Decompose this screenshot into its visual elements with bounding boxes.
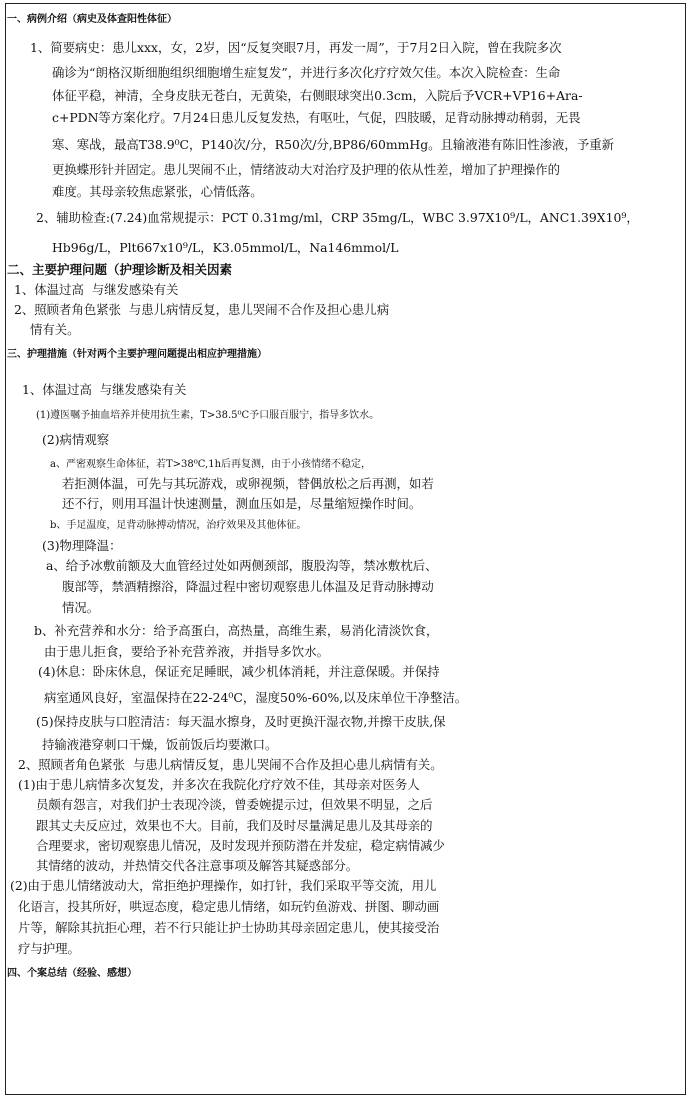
measure-1-1: (1)遵医嘱予抽血培养并使用抗生素，T>38.5⁰C予口服百服宁，指导多饮水。 [36,410,380,421]
measure-2-1-line1: (1)由于患儿病情多次复发，并多次在我院化疗疗效不佳，其母亲对医务人 [18,777,420,792]
measure-2-2-line3: 片等，解除其抗拒心理，若不行只能让护士协助其母亲固定患儿，使其接受治 [18,920,440,935]
measure-1-2: (2)病情观察 [42,432,110,447]
measure-2-1-line4: 合理要求，密切观察患儿情况，及时发现并预防潜在并发症，稳定病情减少 [36,838,445,853]
lab-line-1: 2、辅助检查:(7.24)血常规提示：PCT 0.31mg/ml，CRP 35mg/L，WBC 3.97X10⁹/L，ANC1.39X10⁹， [36,210,639,225]
lab-line-2: Hb96g/L，Plt667x10⁹/L，K3.05mmol/L，Na146mmol/L [52,240,399,255]
measure-1-2a-line1: a、严密观察生命体征，若T>38⁰C,1h后再复测，由于小孩情绪不稳定， [50,459,372,470]
history-line-2: 确诊为“朗格汉斯细胞组织细胞增生症复发”，并进行多次化疗疗效欠佳。本次入院检查：生命 [52,65,561,80]
measure-1-title: 1、体温过高 与继发感染有关 [22,382,187,397]
measure-1-3: (3)物理降温： [42,538,122,553]
history-line-5: 寒、寒战，最高T38.9⁰C，P140次/分，R50次/分,BP86/60mmHg。且输液港有陈旧性渗液，予重新 [52,137,614,152]
measure-2-2-line2: 化语言，投其所好，哄逗态度，稳定患儿情绪，如玩钓鱼游戏、拼图、聊动画 [18,899,440,914]
problem-2-cont: 情有关。 [30,322,80,337]
measure-2-1-line2: 员颇有怨言，对我们护士表现冷淡，曾委婉提示过，但效果不明显，之后 [36,797,433,812]
measure-1-3b-line2: 由于患儿拒食，要给予补充营养液，并指导多饮水。 [44,644,329,659]
history-line-1: 1、简要病史：患儿xxx，女，2岁，因“反复突眼7月，再发一周”，于7月2日入院，曾在我院多次 [30,40,562,55]
measure-1-3a-line1: a、给予冰敷前额及大血管经过处如两侧颈部，腹股沟等，禁冰敷枕后、 [46,558,438,573]
history-line-4: c+PDN等方案化疗。7月24日患儿反复发热，有呕吐，气促，四肢暖，足背动脉搏动稍弱，无畏 [52,110,581,125]
measure-1-2a-line2: 若拒测体温，可先与其玩游戏，或卵视频，替偶放松之后再测，如若 [62,476,434,491]
measure-1-3a-line3: 情况。 [62,600,100,615]
measure-1-2b: b、手足温度，足背动脉搏动情况，治疗效果及其他体征。 [50,520,307,531]
measure-1-5-line1: (5)保持皮肤与口腔清洁：每天温水擦身，及时更换汗湿衣物,并擦干皮肤,保 [36,714,446,729]
measure-1-2a-line3: 还不行，则用耳温计快速测量，测血压如是，尽量缩短操作时间。 [62,496,422,511]
section-2-heading: 二、主要护理问题（护理诊断及相关因素 [7,262,233,277]
measure-1-3b-line1: b、补充营养和水分：给予高蛋白，高热量，高维生素，易消化清淡饮食， [34,623,439,638]
problem-2: 2、照顾者角色紧张 与患儿病情反复，患儿哭闹不合作及担心患儿病 [14,302,390,317]
measure-1-4-line2: 病室通风良好，室温保持在22-24⁰C，湿度50%-60%,以及床单位干净整洁。 [44,690,468,705]
measure-2-title: 2、照顾者角色紧张 与患儿病情反复，患儿哭闹不合作及担心患儿病情有关。 [18,757,443,772]
problem-1: 1、体温过高 与继发感染有关 [14,282,179,297]
measure-1-4-line1: (4)休息：卧床休息，保证充足睡眠，减少机体消耗，并注意保暖。并保持 [38,664,440,679]
measure-2-2-line4: 疗与护理。 [18,941,80,956]
history-line-7: 难度。其母亲较焦虑紧张，心情低落。 [52,184,263,199]
section-3-heading: 三、护理措施（针对两个主要护理问题提出相应护理措施） [7,349,267,360]
measure-1-5-line2: 持输液港穿刺口干燥，饭前饭后均要漱口。 [42,737,278,752]
measure-2-1-line3: 跟其丈夫反应过，效果也不大。目前，我们及时尽量满足患儿及其母亲的 [36,818,433,833]
measure-2-2-line1: (2)由于患儿情绪波动大，常拒绝护理操作，如打针，我们采取平等交流，用儿 [10,878,437,893]
history-line-6: 更换蝶形针并固定。患儿哭闹不止，情绪波动大对治疗及护理的依从性差，增加了护理操作的 [52,162,561,177]
section-1-heading: 一、病例介绍（病史及体查阳性体征） [7,14,177,25]
measure-1-3a-line2: 腹部等，禁酒精擦浴，降温过程中密切观察患儿体温及足背动脉搏动 [62,579,434,594]
history-line-3: 体征平稳，神清，全身皮肤无苍白，无黄染，右侧眼球突出0.3cm，入院后予VCR+VP16+Ara- [52,88,583,103]
section-4-heading: 四、个案总结（经验、感想） [7,968,137,979]
measure-2-1-line5: 其情绪的波动，并热情交代各注意事项及解答其疑惑部分。 [36,858,359,873]
